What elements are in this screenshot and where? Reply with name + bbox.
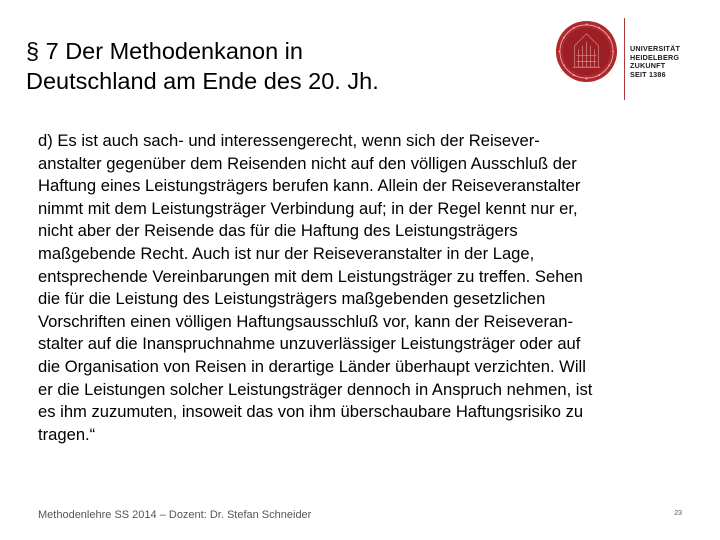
logo-wordmark [630, 45, 680, 79]
body-line: nimmt mit dem Leistungsträger Verbindung auf; in der Regel kennt nur er, [38, 198, 578, 218]
body-line: maßgebende Recht. Auch ist nur der Reiseveranstalter in der Lage, [38, 243, 535, 263]
body-line: es ihm zuzumuten, insoweit das von ihm überschaubare Haftungsrisiko zu [38, 402, 584, 422]
body-line: er die Leistungen solcher Leistungsträger dennoch in Anspruch nehmen, ist [38, 379, 593, 399]
slide-body-text [38, 130, 688, 446]
body-line: tragen.“ [38, 424, 96, 444]
slide-title [26, 36, 526, 96]
body-line: Haftung eines Leistungsträgers berufen kann. Allein der Reiseveranstalter [38, 176, 581, 196]
slide-footer: Methodenlehre SS 2014 – Dozent: Dr. Stefan Schneider [38, 509, 312, 521]
title-line-2: Deutschland am Ende des 20. Jh. [26, 68, 379, 94]
body-line: anstalter gegenüber dem Reisenden nicht auf den völligen Ausschluß der [38, 153, 577, 173]
body-line: nicht aber der Reisende das für die Haftung des Leistungsträgers [38, 221, 518, 241]
body-line: die Organisation von Reisen in derartige Länder überhaupt verzichten. Will [38, 356, 586, 376]
title-line-1: § 7 Der Methodenkanon in [26, 38, 303, 64]
body-line: die für die Leistung des Leistungsträgers maßgebenden gesetzlichen [38, 289, 546, 309]
university-logo [555, 18, 690, 104]
logo-line-3: ZUKUNFT [630, 61, 666, 71]
body-line: entsprechende Vereinbarungen mit dem Leistungsträger zu treffen. Sehen [38, 266, 583, 286]
logo-line-4: SEIT 1386 [630, 69, 666, 79]
body-line: d) Es ist auch sach- und interessengerecht, wenn sich der Reisever- [38, 131, 540, 150]
logo-line-1: UNIVERSITÄT [630, 44, 681, 53]
page-number: 23 [674, 510, 682, 517]
logo-line-2: HEIDELBERG [630, 52, 680, 62]
body-line: stalter auf die Inanspruchnahme unzuverlässiger Leistungsträger oder auf [38, 334, 581, 354]
logo-divider [624, 18, 625, 100]
university-seal-icon [555, 20, 618, 83]
body-line: Vorschriften einen völligen Haftungsausschluß vor, kann der Reiseveran- [38, 311, 573, 331]
